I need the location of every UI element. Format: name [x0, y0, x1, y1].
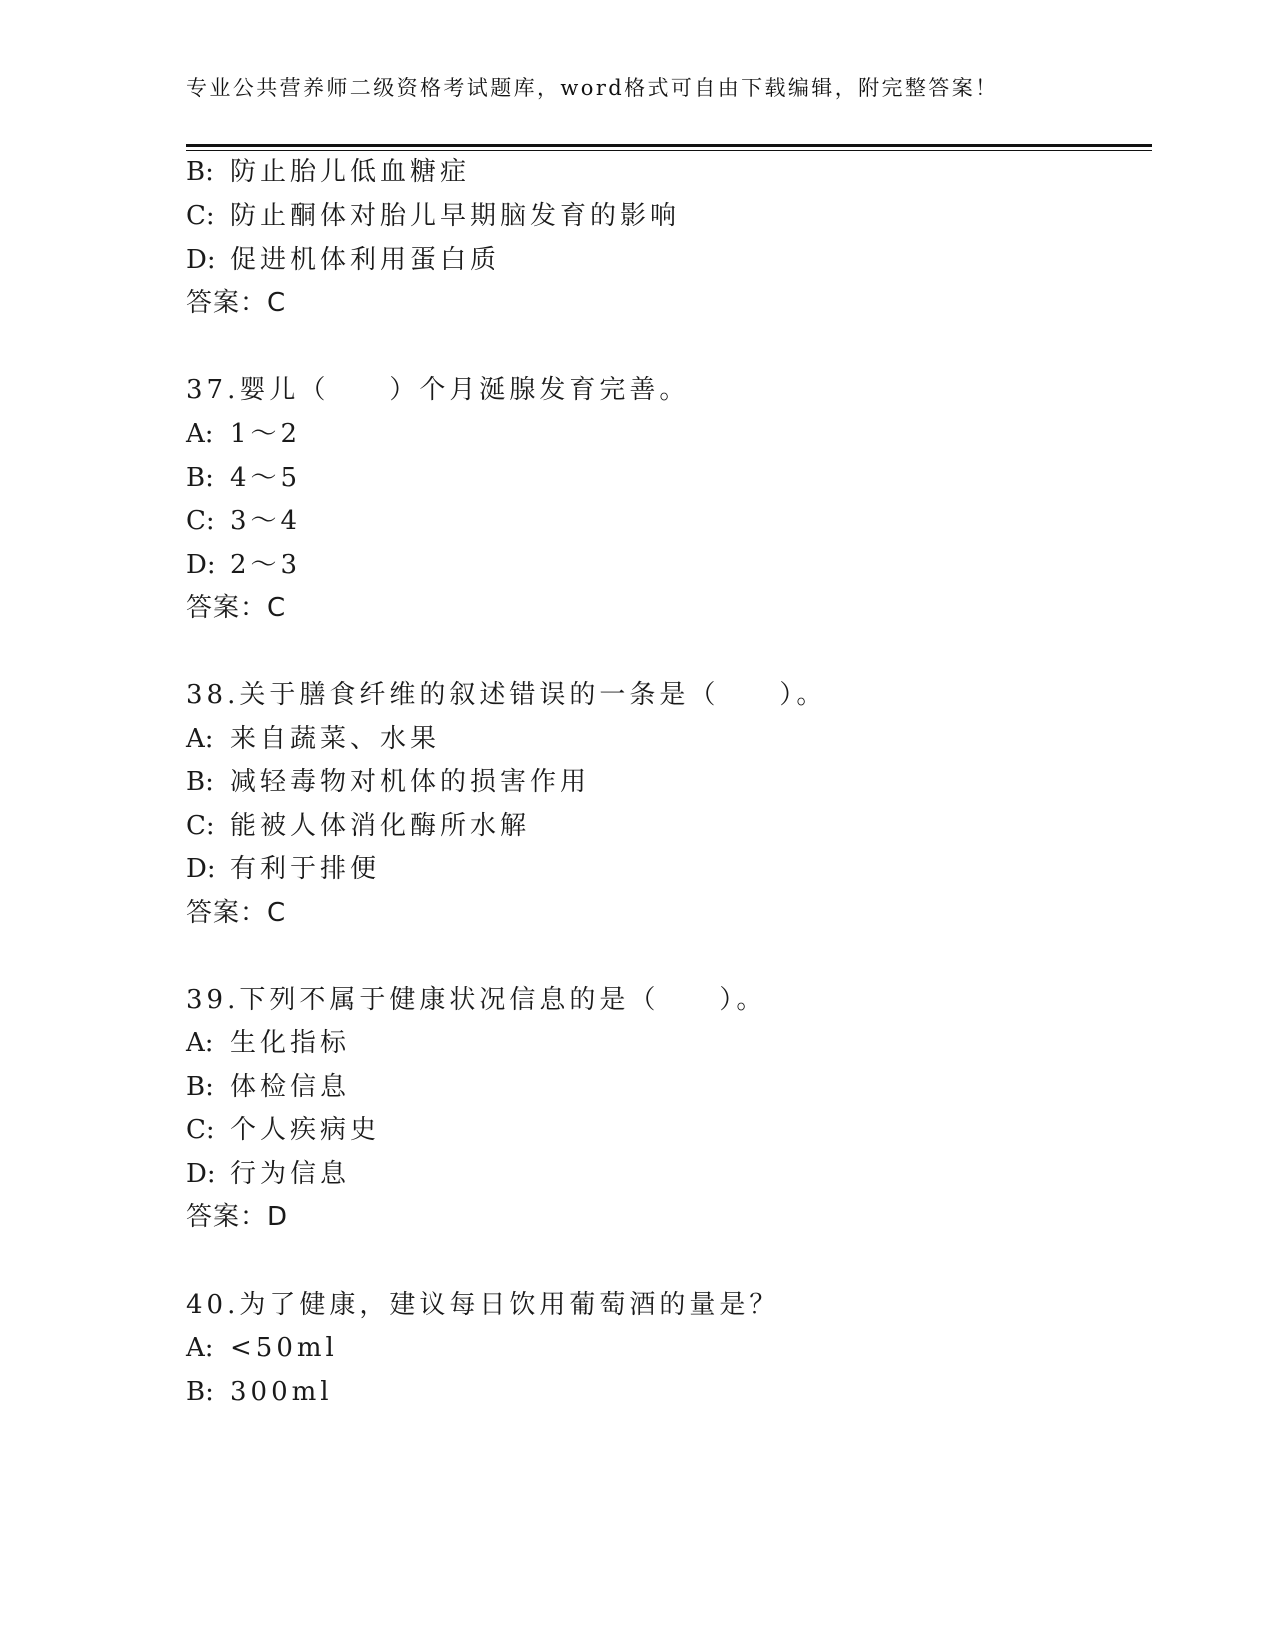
option-text: <50ml — [230, 1333, 338, 1363]
option-text: 行为信息 — [230, 1159, 351, 1189]
option-letter: B: — [186, 463, 214, 493]
answer: 答案：C — [186, 898, 287, 928]
option-text: 防止胎儿低血糖症 — [230, 157, 471, 187]
header-rule-thin — [186, 150, 1152, 151]
answer: 答案：C — [186, 593, 287, 623]
option-letter: C: — [186, 506, 215, 536]
option-text: 1～2 — [230, 419, 302, 449]
option-letter: C: — [186, 811, 215, 841]
option-b — [186, 1072, 350, 1102]
option-text: 生化指标 — [230, 1028, 351, 1058]
option-b — [186, 1377, 333, 1407]
option-letter: D: — [186, 245, 216, 275]
page-header: 专业公共营养师二级资格考试题库，word格式可自由下载编辑，附完整答案！ — [186, 76, 999, 100]
option-letter: A: — [186, 1028, 214, 1058]
option-text: 有利于排便 — [230, 854, 381, 884]
option-text: 来自蔬菜、水果 — [230, 724, 441, 754]
option-d — [186, 245, 500, 275]
option-text: 4～5 — [230, 463, 302, 493]
option-letter: B: — [186, 157, 214, 187]
option-b — [186, 463, 301, 493]
option-c — [186, 1115, 380, 1145]
option-text: 300ml — [230, 1377, 333, 1407]
option-text: 防止酮体对胎儿早期脑发育的影响 — [230, 201, 681, 231]
question-stem: 39.下列不属于健康状况信息的是（ ）。 — [186, 985, 767, 1015]
answer: 答案：D — [186, 1202, 289, 1232]
option-d — [186, 1159, 350, 1189]
option-letter: A: — [186, 419, 214, 449]
option-text: 3～4 — [230, 506, 302, 536]
option-letter: D: — [186, 1159, 216, 1189]
option-a — [186, 1333, 338, 1363]
option-letter: C: — [186, 1115, 215, 1145]
option-a — [186, 724, 440, 754]
option-text: 体检信息 — [230, 1072, 351, 1102]
option-a — [186, 419, 301, 449]
option-letter: C: — [186, 201, 215, 231]
option-d — [186, 854, 380, 884]
option-a — [186, 1028, 350, 1058]
option-letter: D: — [186, 854, 216, 884]
option-letter: B: — [186, 1072, 214, 1102]
question-stem: 38.关于膳食纤维的叙述错误的一条是（ ）。 — [186, 680, 827, 710]
option-text: 促进机体利用蛋白质 — [230, 245, 501, 275]
option-letter: B: — [186, 767, 214, 797]
option-c — [186, 811, 530, 841]
option-letter: A: — [186, 724, 214, 754]
option-d — [186, 550, 301, 580]
answer: 答案：C — [186, 288, 287, 318]
option-text: 减轻毒物对机体的损害作用 — [230, 767, 591, 797]
option-text: 能被人体消化酶所水解 — [230, 811, 531, 841]
option-text: 2～3 — [230, 550, 302, 580]
option-letter: B: — [186, 1377, 214, 1407]
option-b — [186, 767, 590, 797]
header-rule-thick — [186, 144, 1152, 147]
question-stem: 40.为了健康，建议每日饮用葡萄酒的量是？ — [186, 1290, 780, 1320]
question-stem: 37.婴儿（ ）个月涎腺发育完善。 — [186, 375, 690, 405]
option-text: 个人疾病史 — [230, 1115, 381, 1145]
option-c — [186, 201, 680, 231]
option-b — [186, 157, 470, 187]
option-c — [186, 506, 301, 536]
option-letter: D: — [186, 550, 216, 580]
option-letter: A: — [186, 1333, 214, 1363]
